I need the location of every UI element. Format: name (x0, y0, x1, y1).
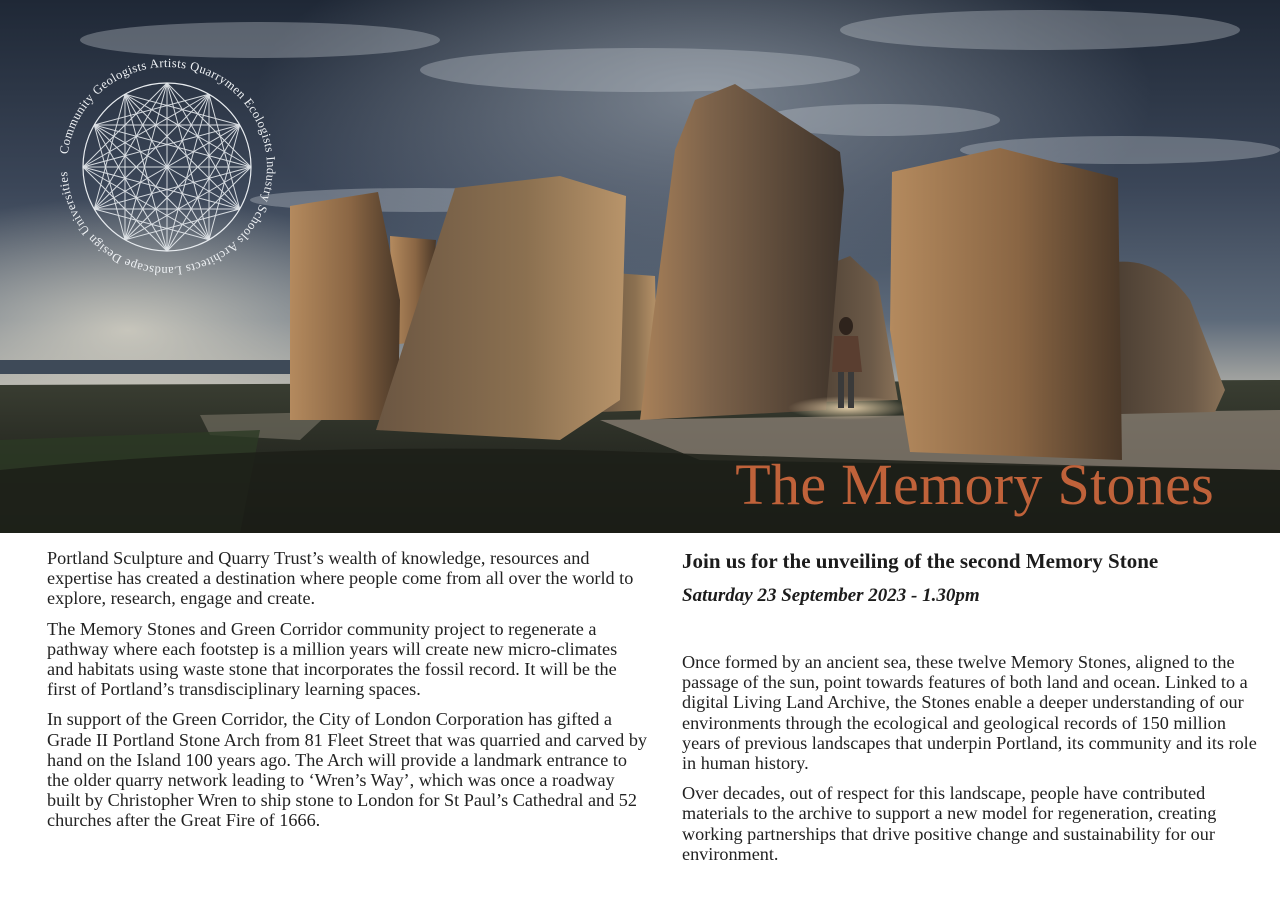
project-paragraph: The Memory Stones and Green Corridor community project to regenerate a pathway where each footstep is a million years will create new micro-climates and habitats using waste stone that incorporates the fossil record. It will be the first of Portland’s transdisciplinary learning spaces. (47, 618, 618, 700)
right-column (682, 548, 1257, 874)
geometric-star-icon (83, 83, 251, 251)
intro-paragraph: Portland Sculpture and Quarry Trust’s wealth of knowledge, resources and expertise has created a destination where people come from all over the world to explore, research, engage and create. (47, 548, 634, 609)
stones-paragraph: Once formed by an ancient sea, these twelve Memory Stones, aligned to the passage of the sun, point towards features of both land and ocean. Linked to a digital Living Land Archive, the Stones enable a deeper understanding of our environments through the ecological and geological records of 150 million years of previous landscapes that underpin Portland, its community and its role in human history. (682, 652, 1257, 774)
project-emblem (54, 54, 280, 280)
archive-paragraph: Over decades, out of respect for this landscape, people have contributed materials to the archive to support a new model for regeneration, creating working partnerships that drive positive change and sustainability for our environment. (682, 783, 1217, 864)
emblem-line (125, 94, 251, 167)
emblem-line (83, 167, 209, 240)
left-column (47, 548, 647, 841)
event-date: Saturday 23 September 2023 - 1.30pm (682, 585, 980, 606)
emblem-line (94, 125, 167, 251)
emblem-ring-text: Community Geologists Artists Quarrymen Ecologists Industry Schools Architects Landscape Design Universities (56, 55, 279, 279)
event-heading: Join us for the unveiling of the second Memory Stone (682, 549, 1159, 573)
hero-title: The Memory Stones (735, 452, 1214, 517)
arch-paragraph: In support of the Green Corridor, the City of London Corporation has gifted a Grade II Portland Stone Arch from 81 Fleet Street that was quarried and carved by hand on the Island 100 years ago. The Arch will provide a landmark entrance to the older quarry network leading to ‘Wren’s Way’, which was once a roadway built by Christopher Wren to ship stone to London for St Paul’s Cathedral and 52 churches after the Great Fire of 1666. (47, 709, 648, 831)
